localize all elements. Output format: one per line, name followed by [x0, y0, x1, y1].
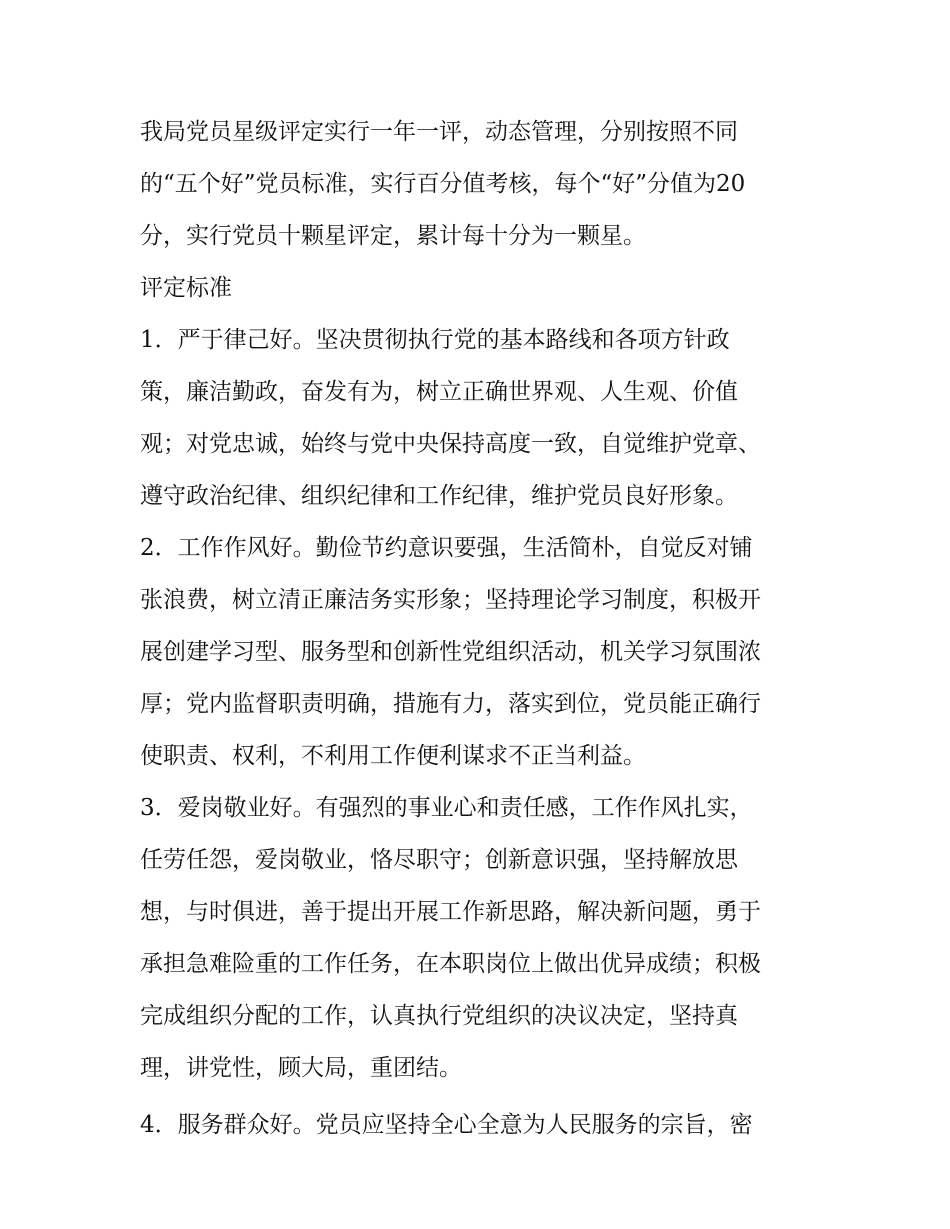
item-3-line-5: 完成组织分配的工作，认真执行党组织的决议决定，坚持真: [140, 1003, 738, 1029]
item-2-line-4: 厚；党内监督职责明确，措施有力，落实到位，党员能正确行: [140, 691, 761, 717]
intro-line-3: 分，实行党员十颗星评定，累计每十分为一颗星。: [140, 223, 646, 249]
item-2-line-5: 使职责、权利，不利用工作便利谋求不正当利益。: [140, 743, 646, 769]
item-2-line-1: 2．工作作风好。勤俭节约意识要强，生活简朴，自觉反对铺: [140, 535, 753, 561]
document-body: [140, 106, 820, 1151]
section-heading: 评定标准: [140, 275, 232, 301]
item-3-line-2: 任劳任怨，爱岗敬业，恪尽职守；创新意识强，坚持解放思: [140, 847, 738, 873]
intro-line-2: 的“五个好”党员标准，实行百分值考核，每个“好”分值为20: [140, 171, 746, 197]
item-1-line-2: 策，廉洁勤政，奋发有为，树立正确世界观、人生观、价值: [140, 379, 738, 405]
item-3-line-4: 承担急难险重的工作任务，在本职岗位上做出优异成绩；积极: [140, 951, 761, 977]
item-1-line-3: 观；对党忠诚，始终与党中央保持高度一致，自觉维护党章、: [140, 431, 761, 457]
item-3-line-1: 3．爱岗敬业好。有强烈的事业心和责任感，工作作风扎实，: [140, 795, 753, 821]
item-3-line-6: 理，讲党性，顾大局，重团结。: [140, 1055, 462, 1081]
item-1-line-1: 1．严于律己好。坚决贯彻执行党的基本路线和各项方针政: [140, 327, 730, 353]
item-3-line-3: 想，与时俱进，善于提出开展工作新思路，解决新问题，勇于: [140, 899, 761, 925]
item-4-line-1: 4．服务群众好。党员应坚持全心全意为人民服务的宗旨，密: [140, 1112, 753, 1138]
item-1-line-4: 遵守政治纪律、组织纪律和工作纪律，维护党员良好形象。: [140, 483, 738, 509]
item-2-line-3: 展创建学习型、服务型和创新性党组织活动，机关学习氛围浓: [140, 639, 761, 665]
item-2-line-2: 张浪费，树立清正廉洁务实形象；坚持理论学习制度，积极开: [140, 587, 761, 613]
intro-line-1: 我局党员星级评定实行一年一评，动态管理，分别按照不同: [140, 119, 738, 145]
